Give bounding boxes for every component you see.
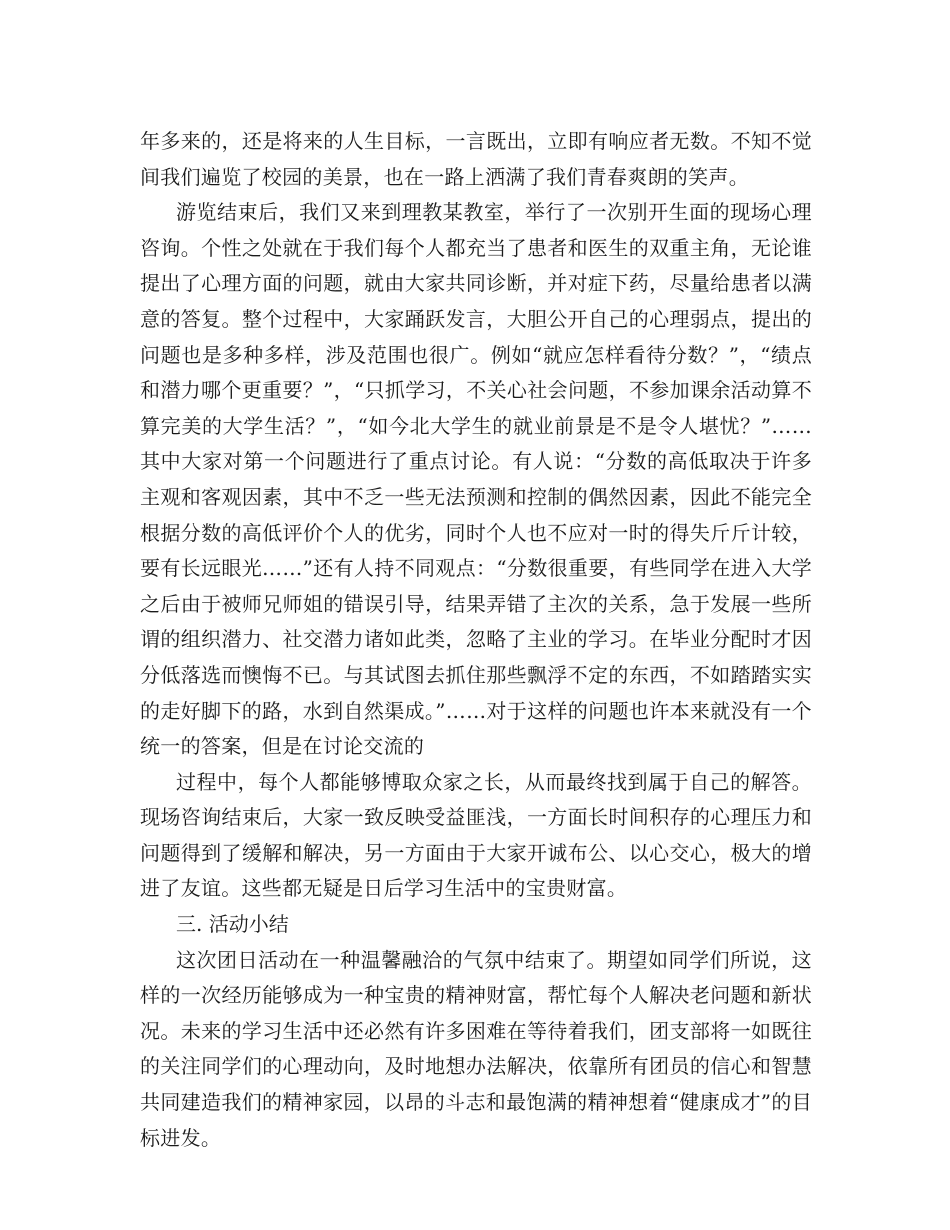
paragraph-continuation: 年多来的，还是将来的人生目标，一言既出，立即有响应者无数。不知不觉间我们遍览了校园的美景，也在一路上洒满了我们青春爽朗的笑声。 xyxy=(140,129,812,189)
section-heading-activity-summary: 三. 活动小结 xyxy=(176,912,289,937)
paragraph-psychology-consultation: 游览结束后，我们又来到理教某教室，举行了一次别开生面的现场心理咨询。个性之处就在于我们每个人都充当了患者和医生的双重主角，无论谁提出了心理方面的问题，就由大家共同诊断，并对症下药，尽量给患者以满意的答复。整个过程中，大家踊跃发言，大胆公开自己的心理弱点，提出的问题也是多种多样，涉及范围也很广。例如“就应怎样看待分数？”，“绩点和潜力哪个更重要？”，“只抓学习，不关心社会问题，不参加课余活动算不算完美的大学生活？”，“如今北大学生的就业前景是不是令人堪忧？”……其中大家对第一个问题进行了重点讨论。有人说：“分数的高低取决于许多主观和客观因素，其中不乏一些无法预测和控制的偶然因素，因此不能完全根据分数的高低评价个人的优劣，同时个人也不应对一时的得失斤斤计较，要有长远眼光……”还有人持不同观点：“分数很重要，有些同学在进入大学之后由于被师兄师姐的错误引导，结果弄错了主次的关系，急于发展一些所谓的组织潜力、社交潜力诸如此类，忽略了主业的学习。在毕业分配时才因分低落选而懊悔不已。与其试图去抓住那些飘浮不定的东西，不如踏踏实实的走好脚下的路，水到自然渠成。”……对于这样的问题也许本来就没有一个统一的答案，但是在讨论交流的 xyxy=(140,200,812,759)
document-page xyxy=(140,124,812,1156)
paragraph-consultation-result: 过程中，每个人都能够博取众家之长，从而最终找到属于自己的解答。现场咨询结束后，大家一致反映受益匪浅，一方面长时间积存的心理压力和问题得到了缓解和解决，另一方面由于大家开诚布公、以心交心，极大的增进了友谊。这些都无疑是日后学习生活中的宝贵财富。 xyxy=(140,769,812,901)
paragraph-summary: 这次团日活动在一种温馨融洽的气氛中结束了。期望如同学们所说，这样的一次经历能够成为一种宝贵的精神财富，帮忙每个人解决老问题和新状况。未来的学习生活中还必然有许多困难在等待着我们，团支部将一如既往的关注同学们的心理动向，及时地想办法解决，依靠所有团员的信心和智慧共同建造我们的精神家园，以昂的斗志和最饱满的精神想着“健康成才”的目标进发。 xyxy=(140,947,812,1150)
